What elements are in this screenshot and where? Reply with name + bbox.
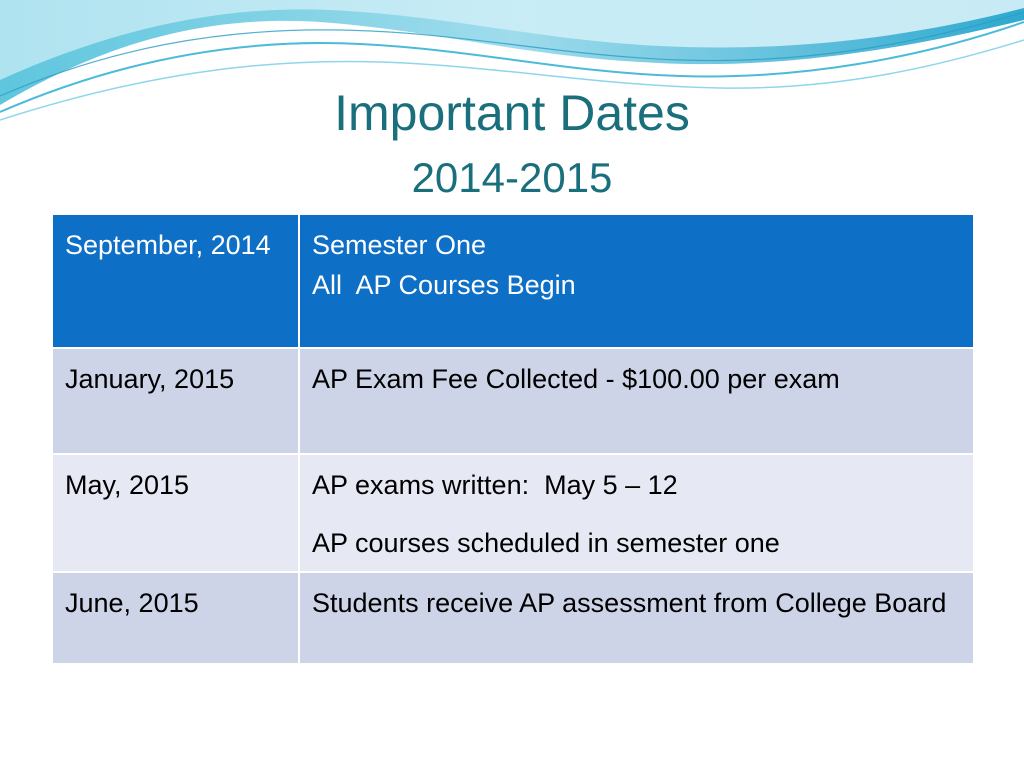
date-cell: September, 2014 <box>52 215 299 348</box>
table-row <box>52 348 974 454</box>
event-line: AP Exam Fee Collected - $100.00 per exam <box>312 364 840 394</box>
event-line: All AP Courses Begin <box>312 270 576 300</box>
event-line: Students receive AP assessment from College Board <box>312 588 947 618</box>
table-row <box>52 215 974 348</box>
event-line: AP courses scheduled in semester one <box>312 528 780 558</box>
event-cell <box>299 454 974 572</box>
event-line: Semester One <box>312 230 487 260</box>
dates-table <box>51 215 975 665</box>
event-cell <box>299 348 974 454</box>
date-cell: May, 2015 <box>52 454 299 572</box>
event-cell <box>299 572 974 664</box>
event-line: AP exams written: May 5 – 12 <box>312 470 678 500</box>
table-row <box>52 454 974 572</box>
date-cell: June, 2015 <box>52 572 299 664</box>
slide-subtitle: 2014-2015 <box>411 154 613 201</box>
slide-title: Important Dates <box>334 85 690 141</box>
event-cell <box>299 215 974 348</box>
table-row <box>52 572 974 664</box>
date-cell: January, 2015 <box>52 348 299 454</box>
